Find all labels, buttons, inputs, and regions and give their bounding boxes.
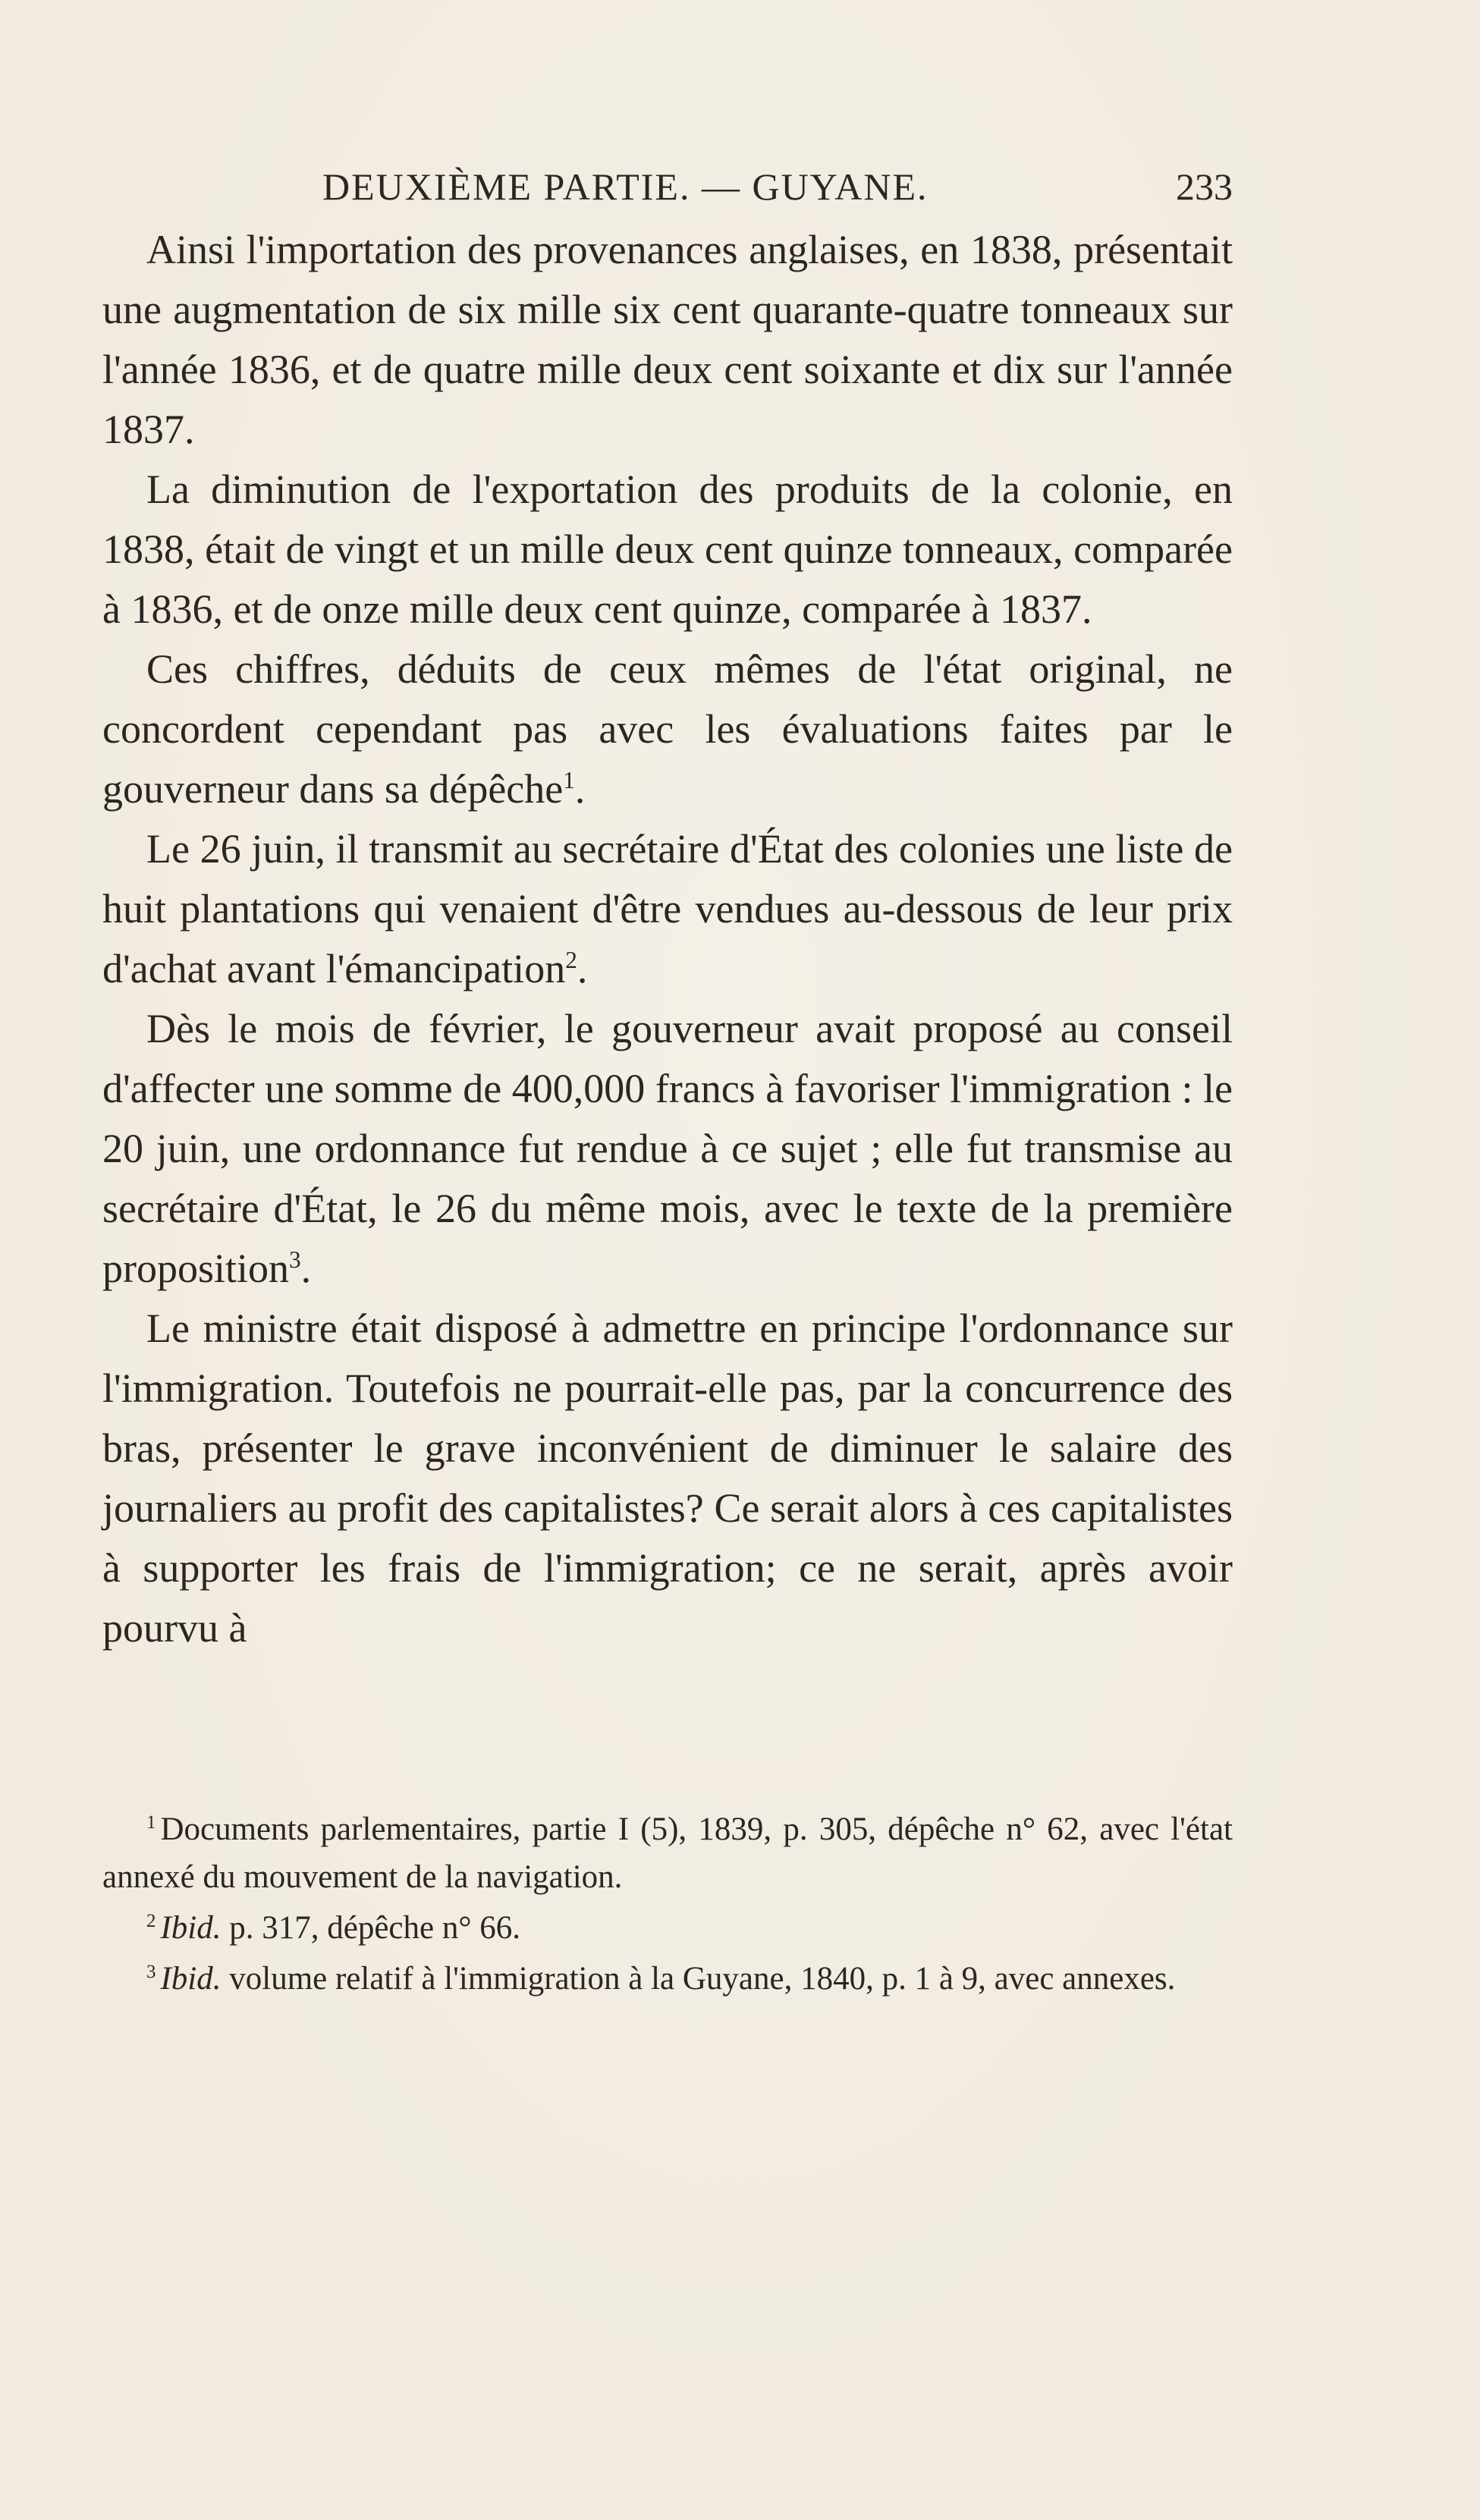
paragraph-text: La diminution de l'exportation des produits de la colonie, en 1838, était de vingt et un mille deux cent quinze tonneaux, comparée à 1836, et de onze mille deux cent quinze, comparée à 1837. [102,467,1233,632]
footnote-mark: 1 [146,1811,156,1833]
paragraph-text: Ces chiffres, déduits de ceux mêmes de l'état original, ne concordent cependant pas avec les évaluations faites par le gouverneur dans sa dépêche [102,646,1233,812]
footnote-text: p. 317, dépêche n° 66. [221,1910,521,1946]
paragraph [102,819,1233,999]
footnote-ibid: Ibid. [160,1961,222,1997]
footnotes [102,1805,1233,2003]
footnote-text: volume relatif à l'immigration à la Guyane, 1840, p. 1 à 9, avec annexes. [221,1961,1176,1997]
footnote-reference: 3 [289,1246,301,1273]
footnote-mark: 3 [146,1961,156,1982]
paragraph-text: Le 26 juin, il transmit au secrétaire d'État des colonies une liste de huit plantations qui venaient d'être vendues au-dessous de leur prix d'achat avant l'émancipation [102,826,1233,991]
paragraph-tail: . [300,1246,312,1291]
page-number: 233 [1176,165,1233,208]
body-text [102,220,1233,1658]
footnote [102,1955,1233,2003]
paragraph-text: Dès le mois de février, le gouverneur avait proposé au conseil d'affecter une somme de 400,000 francs à favoriser l'immigration : le 20 juin, une ordonnance fut rendue à ce sujet ; elle fut transmise au secrétaire d'État, le 26 du même mois, avec le texte de la première proposition [102,1006,1233,1291]
paragraph [102,999,1233,1299]
paragraph [102,460,1233,639]
footnote-ibid: Ibid. [160,1910,222,1946]
paragraph-tail: . [577,946,588,991]
page-header [102,156,1233,216]
footnote [102,1904,1233,1952]
footnote-mark: 2 [146,1910,156,1931]
paragraph [102,220,1233,460]
footnote [102,1805,1233,1901]
footnote-text: Documents parlementaires, partie I (5), 1839, p. 305, dépêche n° 62, avec l'état annexé du mouvement de la navigation. [102,1811,1233,1895]
footnote-reference: 2 [565,947,577,973]
paragraph-tail: . [574,766,586,812]
paragraph [102,639,1233,819]
footnote-reference: 1 [563,767,575,793]
paragraph [102,1299,1233,1658]
paragraph-text: Ainsi l'importation des provenances anglaises, en 1838, présentait une augmentation de six mille six cent quarante-quatre tonneaux sur l'année 1836, et de quatre mille deux cent soixante et dix sur l'année 1837. [102,227,1233,452]
paragraph-text: Le ministre était disposé à admettre en principe l'ordonnance sur l'immigration. Toutefois ne pourrait-elle pas, par la concurrence des bras, présenter le grave inconvénient de diminuer le salaire des journaliers au profit des capitalistes? Ce serait alors à ces capitalistes à supporter les frais de l'immigration; ce ne serait, après avoir pourvu à [102,1306,1233,1651]
running-title: DEUXIÈME PARTIE. — GUYANE. [322,165,929,208]
